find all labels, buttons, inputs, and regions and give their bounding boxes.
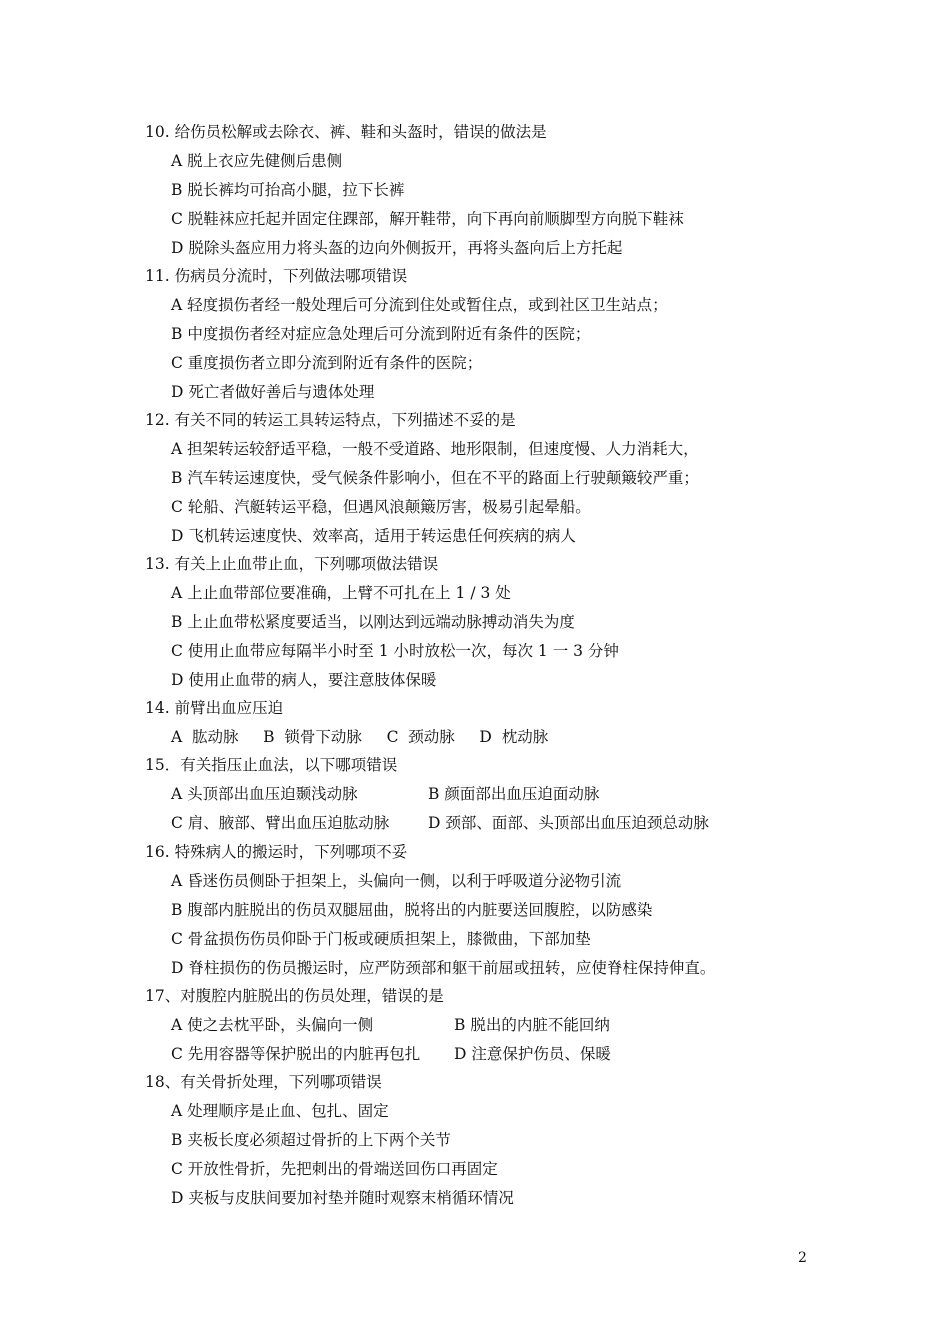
question-13-stem: 13. 有关上止血带止血，下列哪项做法错误 <box>145 555 439 573</box>
question-16-stem: 16. 特殊病人的搬运时，下列哪项不妥 <box>145 843 408 861</box>
question-14-stem: 14. 前臂出血应压迫 <box>145 699 284 717</box>
question-15-option-a: A 头顶部出血压迫颞浅动脉 <box>171 785 358 803</box>
question-13-option-c: C 使用止血带应每隔半小时至 1 小时放松一次，每次 1 一 3 分钟 <box>171 642 619 660</box>
question-11-option-c: C 重度损伤者立即分流到附近有条件的医院； <box>171 354 483 372</box>
question-17-option-c: C 先用容器等保护脱出的内脏再包扎 <box>171 1045 421 1063</box>
question-16-option-a: A 昏迷伤员侧卧于担架上，头偏向一侧，以利于呼吸道分泌物引流 <box>171 872 622 890</box>
question-12-stem: 12. 有关不同的转运工具转运特点，下列描述不妥的是 <box>145 411 516 429</box>
question-18-option-d: D 夹板与皮肤间要加衬垫并随时观察末梢循环情况 <box>171 1189 514 1207</box>
question-16-option-b: B 腹部内脏脱出的伤员双腿屈曲，脱将出的内脏要送回腹腔，以防感染 <box>171 901 653 919</box>
question-15-option-c: C 肩、腋部、臂出血压迫肱动脉 <box>171 814 390 832</box>
question-11-stem: 11. 伤病员分流时，下列做法哪项错误 <box>145 267 408 285</box>
question-12-option-d: D 飞机转运速度快、效率高，适用于转运患任何疾病的病人 <box>171 527 576 545</box>
question-17-option-a: A 使之去枕平卧，头偏向一侧 <box>171 1016 374 1034</box>
question-17-stem: 17、对腹腔内脏脱出的伤员处理，错误的是 <box>145 987 444 1005</box>
page-number: 2 <box>798 1250 807 1266</box>
question-10-option-b: B 脱长裤均可抬高小腿，拉下长裤 <box>171 181 405 199</box>
question-18-option-c: C 开放性骨折，先把刺出的骨端送回伤口再固定 <box>171 1160 498 1178</box>
question-15-option-d: D 颈部、面部、头顶部出血压迫颈总动脉 <box>428 814 709 832</box>
question-18-option-b: B 夹板长度必须超过骨折的上下两个关节 <box>171 1131 451 1149</box>
question-10-option-c: C 脱鞋袜应托起并固定住踝部，解开鞋带，向下再向前顺脚型方向脱下鞋袜 <box>171 210 684 228</box>
question-11-option-b: B 中度损伤者经对症应急处理后可分流到附近有条件的医院； <box>171 325 591 343</box>
question-11-option-d: D 死亡者做好善后与遗体处理 <box>171 383 375 401</box>
question-10-stem: 10. 给伤员松解或去除衣、裤、鞋和头盔时，错误的做法是 <box>145 123 547 141</box>
question-14-options: A 肱动脉 B 锁骨下动脉 C 颈动脉 D 枕动脉 <box>171 728 549 746</box>
question-16-option-d: D 脊柱损伤的伤员搬运时，应严防颈部和躯干前屈或扭转，应使脊柱保持伸直。 <box>171 959 716 977</box>
question-10-option-d: D 脱除头盔应用力将头盔的边向外侧扳开，再将头盔向后上方托起 <box>171 239 623 257</box>
question-12-option-c: C 轮船、汽艇转运平稳，但遇风浪颠簸厉害，极易引起晕船。 <box>171 498 591 516</box>
question-13-option-b: B 上止血带松紧度要适当，以刚达到远端动脉搏动消失为度 <box>171 613 575 631</box>
question-15-option-b: B 颜面部出血压迫面动脉 <box>428 785 600 803</box>
question-13-option-a: A 上止血带部位要准确，上臂不可扎在上 1 / 3 处 <box>171 584 511 602</box>
question-18-option-a: A 处理顺序是止血、包扎、固定 <box>171 1102 389 1120</box>
question-13-option-d: D 使用止血带的病人，要注意肢体保暖 <box>171 671 437 689</box>
question-18-stem: 18、有关骨折处理，下列哪项错误 <box>145 1073 382 1091</box>
question-12-option-b: B 汽车转运速度快，受气候条件影响小，但在不平的路面上行驶颠簸较严重； <box>171 469 699 487</box>
question-16-option-c: C 骨盆损伤伤员仰卧于门板或硬质担架上，膝微曲，下部加垫 <box>171 930 591 948</box>
question-17-option-d: D 注意保护伤员、保暖 <box>454 1045 611 1063</box>
question-10-option-a: A 脱上衣应先健侧后患侧 <box>171 152 343 170</box>
question-15-stem: 15．有关指压止血法，以下哪项错误 <box>145 756 398 774</box>
question-17-option-b: B 脱出的内脏不能回纳 <box>454 1016 610 1034</box>
question-12-option-a: A 担架转运较舒适平稳，一般不受道路、地形限制，但速度慢、人力消耗大， <box>171 440 699 458</box>
question-11-option-a: A 轻度损伤者经一般处理后可分流到住处或暂住点，或到社区卫生站点； <box>171 296 668 314</box>
